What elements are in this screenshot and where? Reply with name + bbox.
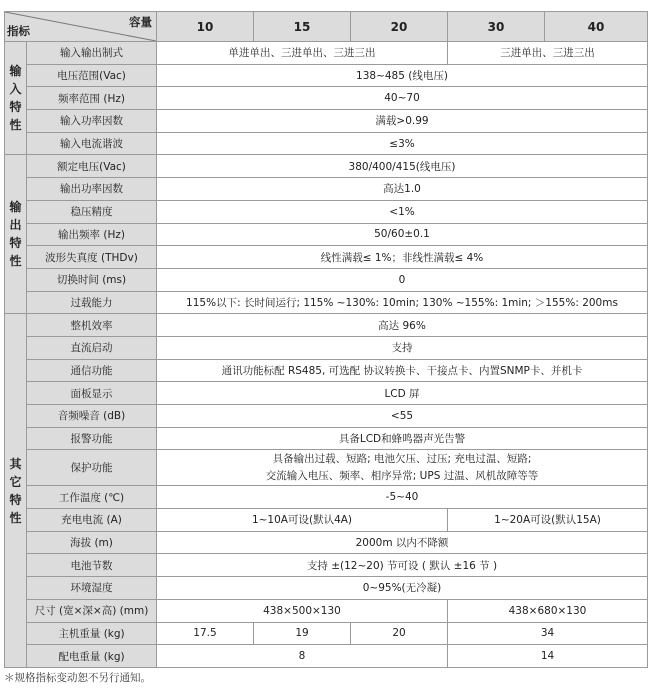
param-value: ≤3% <box>157 132 648 155</box>
index-label: 指标 <box>7 24 30 38</box>
table-row <box>5 622 648 645</box>
table-row <box>5 645 648 668</box>
param-value: -5~40 <box>157 486 648 509</box>
param-label: 环境湿度 <box>27 577 157 600</box>
param-value: 1~10A可设(默认4A) <box>157 509 448 532</box>
param-value: 50/60±0.1 <box>157 223 648 246</box>
spec-table <box>4 11 648 668</box>
table-row <box>5 155 648 178</box>
header-row <box>5 12 648 42</box>
table-row <box>5 382 648 405</box>
capacity-30: 30 <box>448 12 545 42</box>
param-value: LCD 屏 <box>157 382 648 405</box>
param-label: 电池节数 <box>27 554 157 577</box>
param-label: 配电重量 (kg) <box>27 645 157 668</box>
param-value: 具备LCD和蜂鸣器声光告警 <box>157 427 648 450</box>
capacity-40: 40 <box>545 12 648 42</box>
table-row <box>5 531 648 554</box>
footnote: ＊规格指标变动恕不另行通知。 <box>4 672 151 684</box>
protection-line-2: 交流输入电压、频率、相序异常; UPS 过温、风机故障等等 <box>265 469 539 482</box>
param-label: 充电电流 (A) <box>27 509 157 532</box>
param-value: 1~20A可设(默认15A) <box>448 509 648 532</box>
table-row <box>5 486 648 509</box>
param-value: <1% <box>157 200 648 223</box>
param-value: <55 <box>157 405 648 428</box>
param-value: 380/400/415(线电压) <box>157 155 648 178</box>
param-value: 115%以下: 长时间运行; 115% ~130%: 10min; 130% ~155%: 1min; ＞155%: 200ms <box>157 291 648 314</box>
category-other: 其 它 特 性 <box>5 314 27 668</box>
param-value: 8 <box>157 645 448 668</box>
param-value: 17.5 <box>157 622 254 645</box>
param-label: 频率范围 (Hz) <box>27 87 157 110</box>
table-row <box>5 178 648 201</box>
param-value: 438×500×130 <box>157 599 448 622</box>
param-label: 稳压精度 <box>27 200 157 223</box>
param-value: 高达 96% <box>157 314 648 337</box>
param-label: 报警功能 <box>27 427 157 450</box>
capacity-20: 20 <box>351 12 448 42</box>
param-label: 整机效率 <box>27 314 157 337</box>
table-row <box>5 87 648 110</box>
protection-line-1: 具备输出过载、短路; 电池欠压、过压; 充电过温、短路; <box>272 452 532 465</box>
table-row <box>5 427 648 450</box>
param-value: 14 <box>448 645 648 668</box>
param-value: 三进单出、三进三出 <box>448 42 648 65</box>
table-row <box>5 577 648 600</box>
table-row <box>5 291 648 314</box>
param-value: 19 <box>254 622 351 645</box>
table-row <box>5 64 648 87</box>
param-value: 20 <box>351 622 448 645</box>
table-row <box>5 110 648 133</box>
param-value: 2000m 以内不降额 <box>157 531 648 554</box>
param-label: 切换时间 (ms) <box>27 268 157 291</box>
param-label: 额定电压(Vac) <box>27 155 157 178</box>
table-row <box>5 405 648 428</box>
param-value: 支持 ±(12~20) 节可设 ( 默认 ±16 节 ) <box>157 554 648 577</box>
param-label: 海拔 (m) <box>27 531 157 554</box>
param-label: 输入功率因数 <box>27 110 157 133</box>
param-value: 0~95%(无冷凝) <box>157 577 648 600</box>
table-row <box>5 246 648 269</box>
capacity-15: 15 <box>254 12 351 42</box>
param-value: 通讯功能标配 RS485, 可选配 协议转换卡、干接点卡、内置SNMP卡、并机卡 <box>157 359 648 382</box>
param-value: 线性满载≤ 1%；非线性满载≤ 4% <box>157 246 648 269</box>
param-label: 波形失真度 (THDv) <box>27 246 157 269</box>
capacity-label: 容量 <box>129 15 152 29</box>
param-label: 输出功率因数 <box>27 178 157 201</box>
table-row <box>5 554 648 577</box>
param-label: 主机重量 (kg) <box>27 622 157 645</box>
table-row <box>5 336 648 359</box>
table-row <box>5 359 648 382</box>
category-input: 输 入 特 性 <box>5 42 27 155</box>
param-label: 面板显示 <box>27 382 157 405</box>
table-row <box>5 599 648 622</box>
param-label: 通信功能 <box>27 359 157 382</box>
table-row <box>5 42 648 65</box>
param-value: 138~485 (线电压) <box>157 64 648 87</box>
param-value: 438×680×130 <box>448 599 648 622</box>
table-row <box>5 450 648 486</box>
table-row <box>5 509 648 532</box>
param-label: 尺寸 (宽×深×高) (mm) <box>27 599 157 622</box>
param-label: 保护功能 <box>27 450 157 486</box>
param-value: 高达1.0 <box>157 178 648 201</box>
param-label: 直流启动 <box>27 336 157 359</box>
param-label: 输出频率 (Hz) <box>27 223 157 246</box>
param-label: 音频噪音 (dB) <box>27 405 157 428</box>
table-row <box>5 223 648 246</box>
param-value: 单进单出、三进单出、三进三出 <box>157 42 448 65</box>
param-value: 支持 <box>157 336 648 359</box>
table-row <box>5 314 648 337</box>
param-label: 输入输出制式 <box>27 42 157 65</box>
table-row <box>5 200 648 223</box>
param-value: 40~70 <box>157 87 648 110</box>
category-output: 输 出 特 性 <box>5 155 27 314</box>
header-corner <box>5 12 157 42</box>
table-row <box>5 268 648 291</box>
param-value <box>157 450 648 486</box>
param-value: 满载>0.99 <box>157 110 648 133</box>
table-row <box>5 132 648 155</box>
param-label: 过载能力 <box>27 291 157 314</box>
param-label: 电压范围(Vac) <box>27 64 157 87</box>
param-value: 0 <box>157 268 648 291</box>
param-label: 工作温度 (℃) <box>27 486 157 509</box>
param-label: 输入电流谐波 <box>27 132 157 155</box>
param-value: 34 <box>448 622 648 645</box>
capacity-10: 10 <box>157 12 254 42</box>
